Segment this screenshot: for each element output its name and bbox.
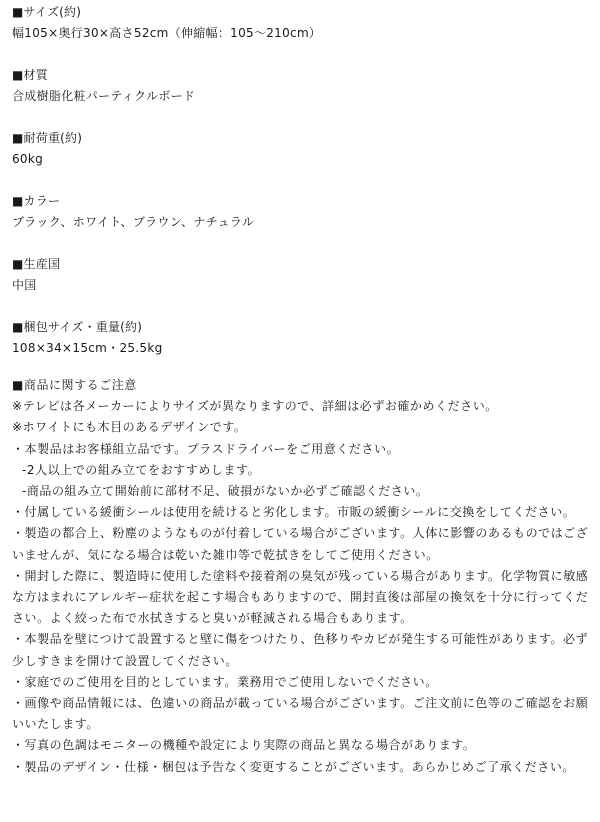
note-line: いいたします。 [12,717,99,732]
notes-heading: ■商品に関するご注意 [12,378,137,392]
note-line: ・製造の都合上、粉塵のようなものが付着している場合がございます。人体に影響のあるものではござ [12,526,589,541]
spec-value: 中国 [12,278,37,292]
spec-color [12,191,592,233]
spec-heading: ■耐荷重(約) [12,131,83,145]
note-line: 少しすきまを開けて設置してください。 [12,653,238,668]
product-notes [12,375,597,778]
note-line: ・付属している緩衝シールは使用を続けると劣化します。市販の緩衝シールに交換をしてください。 [12,505,576,520]
note-line: ・写真の色調はモニターの機種や設定により実際の商品と異なる場合があります。 [12,738,476,753]
spec-heading: ■生産国 [12,257,61,271]
note-line: -商品の組み立て開始前に部材不足、破損がないか必ずご確認ください。 [22,484,429,499]
spec-material [12,65,592,107]
note-line: ・開封した際に、製造時に使用した塗料や接着剤の臭気が残っている場合があります。化学物質に敏感 [12,568,589,583]
note-line: さい。よく絞った布で水拭きすると臭いが軽減される場合もあります。 [12,611,413,626]
note-line: ・本製品はお客様組立品です。プラスドライバーをご用意ください。 [12,441,400,456]
spec-size [12,2,592,44]
note-line: ・製品のデザイン・仕様・梱包は予告なく変更することがございます。あらかじめご了承ください。 [12,759,575,774]
spec-origin [12,254,592,296]
spec-heading: ■材質 [12,68,48,82]
note-line: -2人以上での組み立てをおすすめします。 [22,462,261,477]
note-line: ・本製品を壁につけて設置すると壁に傷をつけたり、色移りやカビが発生する可能性があります。必ず [12,632,589,647]
note-line: いませんが、気になる場合は乾いた雑巾等で乾拭きをしてご使用ください。 [12,547,439,562]
spec-value: 幅105×奥行30×高さ52cm（伸縮幅：105〜210cm） [12,26,322,40]
spec-heading: ■サイズ(約) [12,5,82,19]
spec-value: 60kg [12,152,44,166]
note-line: ※ホワイトにも木目のあるデザインです。 [12,420,247,435]
spec-heading: ■梱包サイズ・重量(約) [12,320,143,334]
note-line: ・家庭でのご使用を目的としています。業務用でご使用しないでください。 [12,674,438,689]
spec-load-capacity [12,128,592,170]
spec-package [12,317,592,359]
note-line: ・画像や商品情報には、色違いの商品が載っている場合がございます。ご注文前に色等のご確認をお願 [12,696,589,711]
note-line: な方はまれにアレルギー症状を起こす場合もありますので、開封直後は部屋の換気を十分に行ってくだ [12,590,589,605]
note-line: ※テレビは各メーカーによりサイズが異なりますので、詳細は必ずお確かめください。 [12,399,498,414]
spec-value: 108×34×15cm・25.5kg [12,341,163,355]
spec-value: 合成樹脂化粧パーティクルボード [12,89,196,103]
spec-value: ブラック、ホワイト、ブラウン、ナチュラル [12,215,255,229]
spec-heading: ■カラー [12,194,61,208]
